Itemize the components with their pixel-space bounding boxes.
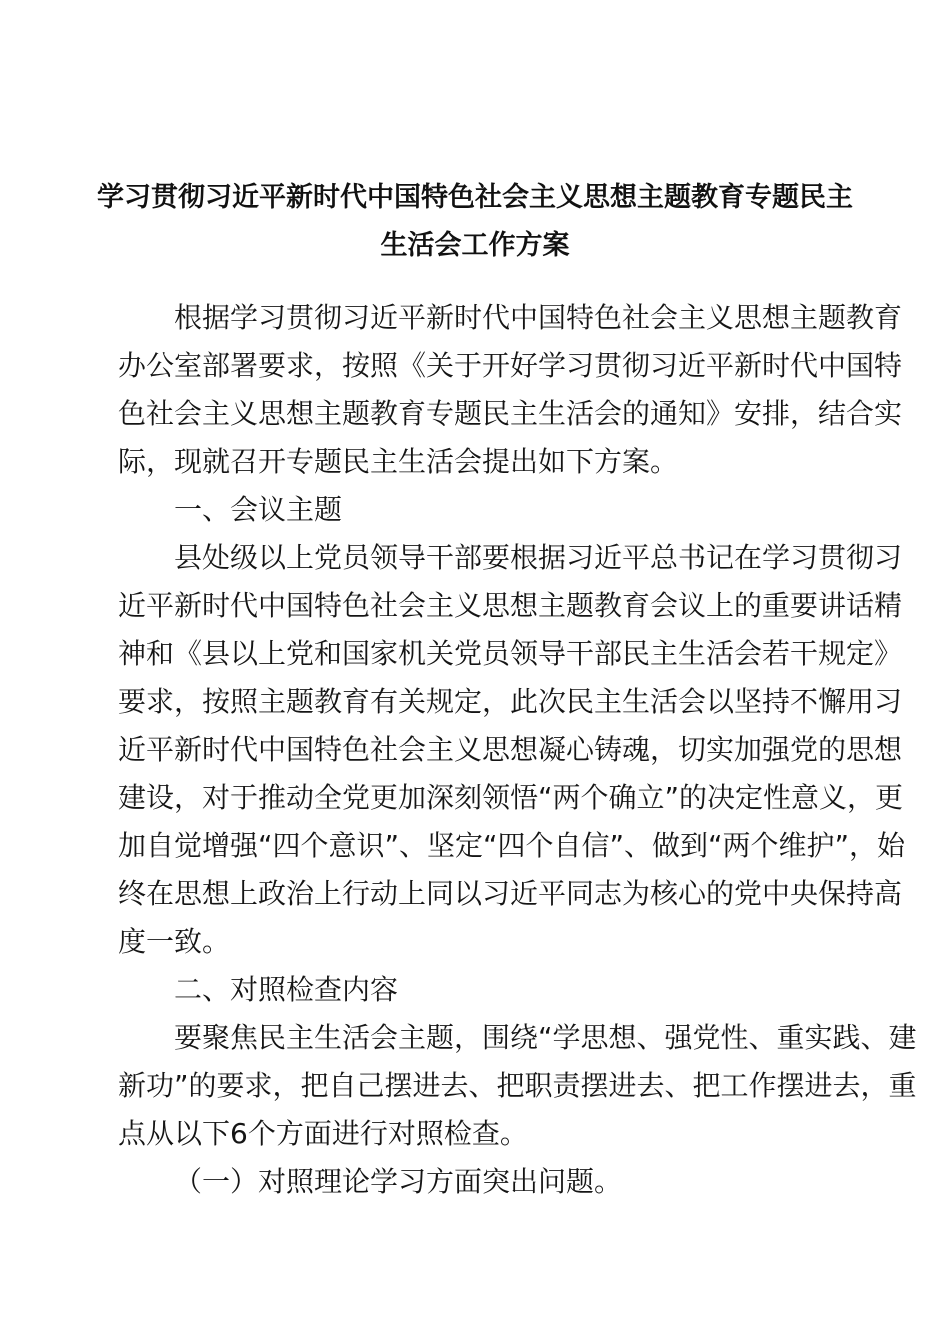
section-heading-2: 二、对照检查内容 [174,973,399,1006]
paragraph-line: 根据学习贯彻习近平新时代中国特色社会主义思想主题教育 [174,301,903,334]
paragraph-line: 度一致。 [118,925,231,958]
intro-paragraph [118,294,903,486]
paragraph-line: 新功”的要求，把自己摆进去、把职责摆进去、把工作摆进去，重 [118,1069,917,1102]
paragraph-line: 色社会主义思想主题教育专题民主生活会的通知》安排，结合实 [118,397,903,430]
document-title-line-2: 生活会工作方案 [380,230,570,261]
paragraph-line: 办公室部署要求，按照《关于开好学习贯彻习近平新时代中国特 [118,349,903,382]
paragraph-line: 建设，对于推动全党更加深刻领悟“两个确立”的决定性意义，更 [118,781,904,814]
paragraph-line: 要聚焦民主生活会主题，围绕“学思想、强党性、重实践、建 [174,1021,917,1054]
paragraph-line: 际，现就召开专题民主生活会提出如下方案。 [118,445,679,478]
section-heading-1: 一、会议主题 [174,493,343,526]
document-body [118,294,917,1206]
subsection-heading-1: （一）对照理论学习方面突出问题。 [174,1165,623,1198]
section1-paragraph [118,534,906,966]
paragraph-line: 近平新时代中国特色社会主义思想凝心铸魂，切实加强党的思想 [118,733,903,766]
paragraph-line: 要求，按照主题教育有关规定，此次民主生活会以坚持不懈用习 [118,685,903,718]
paragraph-line: 加自觉增强“四个意识”、坚定“四个自信”、做到“两个维护”，始 [118,829,906,862]
section2-paragraph [118,1014,917,1158]
paragraph-line: 近平新时代中国特色社会主义思想主题教育会议上的重要讲话精 [118,589,903,622]
paragraph-line: 点从以下6个方面进行对照检查。 [118,1117,528,1150]
paragraph-line: 终在思想上政治上行动上同以习近平同志为核心的党中央保持高 [118,877,903,910]
paragraph-line: 神和《县以上党和国家机关党员领导干部民主生活会若干规定》 [118,637,903,670]
paragraph-line: 县处级以上党员领导干部要根据习近平总书记在学习贯彻习 [174,541,903,574]
document-title-line-1: 学习贯彻习近平新时代中国特色社会主义思想主题教育专题民主 [97,182,853,213]
